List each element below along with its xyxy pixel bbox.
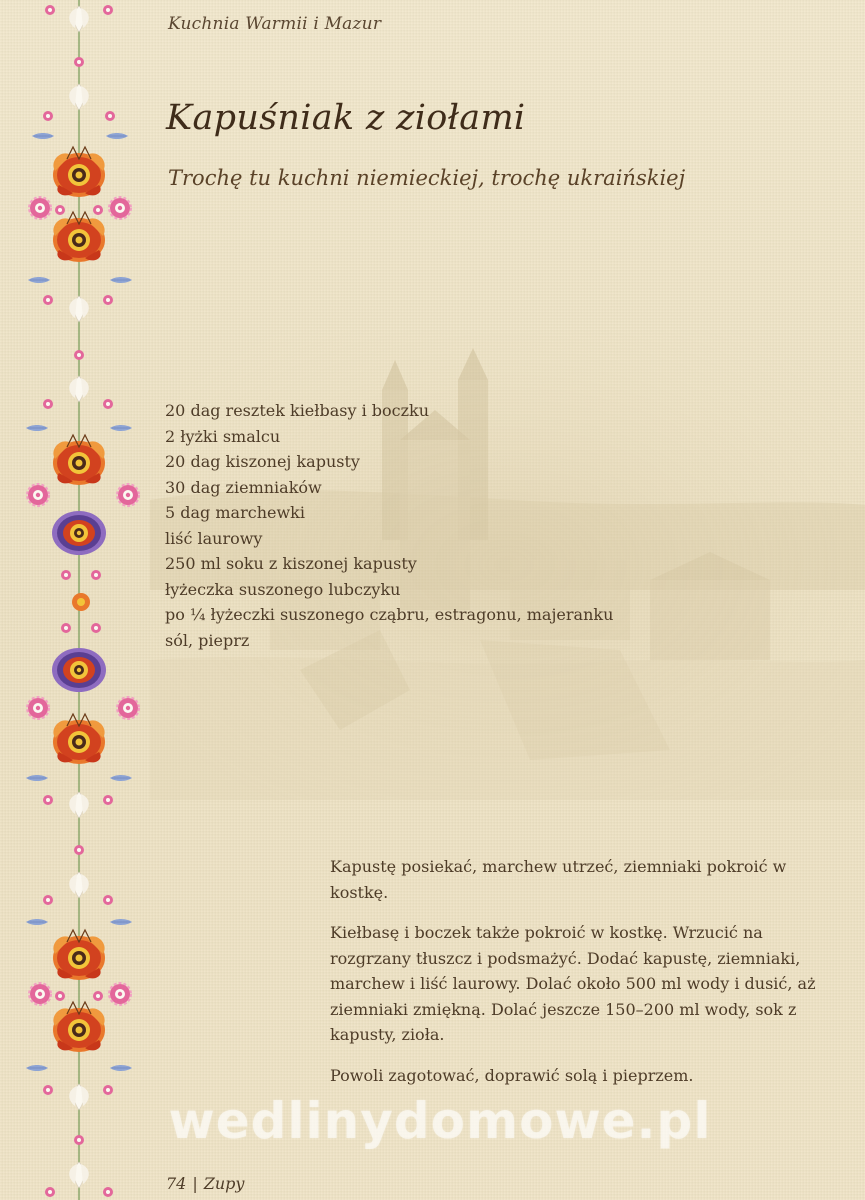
ingredient-item: liść laurowy	[165, 528, 263, 548]
running-header: Kuchnia Warmii i Mazur	[168, 14, 382, 34]
section-name: Zupy	[203, 1174, 245, 1193]
site-watermark: wedlinydomowe.pl	[168, 1092, 712, 1150]
footer-separator: |	[192, 1174, 198, 1193]
ingredient-item: 2 łyżki smalcu	[165, 426, 281, 446]
ingredient-item: łyżeczka suszonego lubczyku	[165, 579, 401, 599]
step-paragraph: Kapustę posiekać, marchew utrzeć, ziemniaki pokroić w kostkę.	[330, 857, 787, 902]
ingredient-item: 30 dag ziemniaków	[165, 477, 322, 497]
ingredient-item: 250 ml soku z kiszonej kapusty	[165, 554, 417, 573]
ingredient-item: 20 dag resztek kiełbasy i boczku	[165, 401, 430, 420]
step-paragraph: Powoli zagotować, doprawić solą i pieprzem.	[330, 1065, 694, 1085]
ingredient-item: sól, pieprz	[165, 630, 250, 650]
ingredient-item: 20 dag kiszonej kapusty	[165, 452, 360, 471]
page-footer	[166, 1174, 244, 1193]
recipe-subtitle: Trochę tu kuchni niemieckiej, trochę ukraińskiej	[168, 166, 686, 190]
preparation-steps	[330, 854, 830, 1103]
ingredients-list	[165, 398, 613, 653]
step-paragraph: Kiełbasę i boczek także pokroić w kostkę. Wrzucić na rozgrzany tłuszcz i podsmażyć. Dodać kapustę, ziemniaki, marchew i liść laurowy. Dolać około 500 ml wody i dusić, aż ziemniaki zmiękną. Dolać jeszcze 150–200 ml wody, sok z kapusty, zioła.	[330, 923, 816, 1044]
page-number: 74	[166, 1174, 187, 1193]
recipe-title: Kapuśniak z ziołami	[166, 98, 526, 138]
ingredient-item: 5 dag marchewki	[165, 503, 305, 522]
ingredient-item: po ¼ łyżeczki suszonego cząbru, estragonu, majeranku	[165, 605, 614, 624]
folk-floral-border	[20, 0, 150, 1200]
